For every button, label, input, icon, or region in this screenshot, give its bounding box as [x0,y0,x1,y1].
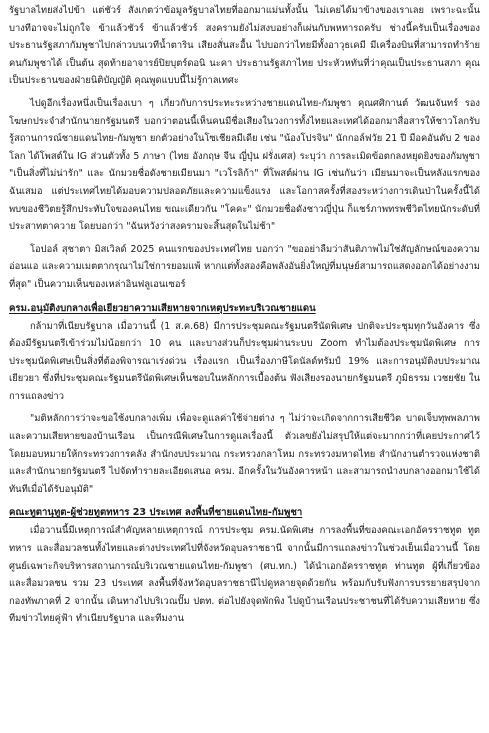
paragraph-6: เมื่อวานนี้มีเหตุการณ์สำคัญหลายเหตุการณ์ การประชุม ครม.นัดพิเศษ การลงพื้นที่ของคณะเอกอัครราชทูต ทูตทหาร และสื่อมวลชนทั้งไทยและต่างประเทศไปที่จังหวัดอุบลราชธานี จากนั้นมีการแถลงข่าวในช่วงเย็นเมื่อวานนี้ โดยศูนย์เฉพาะกิจบริหารสถานการณ์บริเวณชายแดนไทย-กัมพูชา (ศบ.ทก.) ได้นำเอกอัครราชทูต ท่านทูต ผู้ที่เกี่ยวข้อง และสื่อมวลชน รวม 23 ประเทศ ลงพื้นที่จังหวัดอุบลราชธานีไปดูหลายจุดด้วยกัน พร้อมกับรับฟังการบรรยายสรุปจากกองทัพภาคที่ 2 จากนั้น เดินทางไปบริเวณปั๊ม ปตท. ต่อไปยังจุดพักพิง ไปดูบ้านเรือนประชาชนที่ได้รับความเสียหาย ซึ่งทีมข่าวไทยคู่ฟ้า ทำเนียบรัฐบาล และทีมงาน [9,525,480,625]
section-intro [9,2,480,294]
paragraph-1: รัฐบาลไทยส่งไปข้า แต่ชัวร์ สังเกตว่าข้อมูลรัฐบาลไทยที่ออกมาแม่นทั้งนั้น ไม่เคยได้มาข้างของเราเลย เพราะฉะนั้นบางทีอาจจะไม่ถูกใจ ข้าแล้วชัวร์ ข้าแล้วชัวร์ สงครามยังไม่สงบอย่างก็เผ่นกับพหทารถครับ ช่างนี้ครับเป็นเรื่องของประธานรัฐสภากัมพูชาไปกล่าวบนเวทีน้ำตาริน เสียงสั่นสะอื้น ไปบอกว่าไทยมีทั้งอาวุธเคมี มีเครื่องบินที่สามารถทำร้ายคนกัมพูชาได้ เป็นต้น สุดท้ายอาจารย์ปิยบุตร์ดอนิ นะคา ประธานรัฐสภาไทย ประหัวหทันที่ว่าคุณเป็นประธานสภา คุณเป็นประธานของฝ่ายนิติบัญญัติ คุณพูดแบบนี้ไม่รู้กาลเทศะ [9,5,480,87]
paragraph-2: ไปดูอีกเรื่องหนึ่งเป็นเรื่องเบา ๆ เกี่ยวกับการประทะระหว่างชายแดนไทย-กัมพูชา คุณศศิกานต์ วัฒนจันทร์ รองโฆษกประจำสำนักนายกรัฐมนตรี บอกว่าตอนนี้เห็นคนมีชื่อเสียงในวงการทั้งไทยและเทศได้ออกมาสื่อสารให้ชาวโลกรับรู้สถานการณ์ชายแดนไทย-กัมพูชา ยกตัวอย่างในโซเชียลมีเดีย เช่น "น้องโปรจิน" นักกอล์ฟวัย 21 ปี มือคอันดับ 2 ของโลก ได้โพสต์ใน IG ส่วนตัวทั้ง 5 ภาษา (ไทย อังกฤษ จีน ญี่ปุ่น ฝรั่งเศส) ระบุว่า การละเมิดข้อตกลงหยุดยิงของกัมพูชา "เป็นสิ่งที่ไม่น่ารัก" และ นักมวยชื่อดังชายเมียนมา "เวโรลิก้า" ที่โพสต์ผ่าน IG เช่นกันว่า เมียนมาจะเป็นหลังแรกของฉันเสมอ แต่ประเทศไทยได้มอบความปลอดภัยและความแข็งแรง และโอกาสครั้งที่สองระหว่างการเดินป่าในครั้งนี้ได้พบของชีวิตยรู้สึกประทับใจของคนไทย ขณะเดียวกัน "โคคะ" นักมวยชื่อดังชาวญี่ปุ่น ก็แชร์ภาพทรพชีวิตไทยนักระดับที่ประสาทตาควาย โดยบอกว่า "ฉันหวังว่าสงครามจะสิ้นสุดในไม่ช้า" [9,97,480,233]
paragraph-4: กล้ามาที่เนียบรัฐบาล เมื่อวานนี้ (1 ส.ค.68) มีการประชุมคณะรัฐมนตรีนัดพิเศษ ปกติจะประชุมทุกวันอังคาร ซึ่งต้องมีรัฐมนตรีเข้าร่วมไม่น้อยกว่า 10 คน และบางส่วนก็ประชุมผ่านระบบ Zoom ทำไมต้องประชุมนัดพิเศษ การประชุมนัดพิเศษเป็นสิ่งที่ต้องพิจารณาเร่งด่วน เรื่องแรก เป็นเรื่องภาษีโดนัลด์ทรัมป์ 19% และการอนุมัติงบประมาณเยียวยา ซึ่งที่ประชุมคณะรัฐมนตรีนัดพิเศษเห็นชอบในหลักการเบื้องต้น ฟังเสียงรองนายกรัฐมนตรี ภูมิธรรม เวชยชัย ในการแถลงข่าว [9,320,480,402]
section-heading-diplomats: คณะทูตานุทูต-ผู้ช่วยทูตทหาร 23 ประเทศ ลงพื้นที่ชายแดนไทย-กัมพูชา [9,507,303,519]
section-cabinet [9,318,480,499]
section-heading-cabinet: ครม.อนุมัติงบกลางเพื่อเยียวยาความเสียหายจากเหตุประทะบริเวณชายแดน [9,302,316,314]
section-diplomats [9,522,480,628]
paragraph-3: โอปอล์ สุชาตา มิสเวิลด์ 2025 คนแรกของประเทศไทย บอกว่า "ขออย่าลืมว่าสันติภาพไม่ใช่สัญลักษณ์ของความอ่อนแอ และความเมตตากรุณาไม่ใช่การยอมแพ้ หากแต่ทั้งสองคือพลังอันยิ่งใหญ่ที่มนุษย์สามารถแสดงออกได้อย่างงามที่สุด" เป็นความเห็นของเหล่าอินฟลูเอนเซอร์ [9,243,480,290]
paragraph-5-quote: "มติหลักการว่าจะขอใช้งบกลางเพิ่ม เพื่อจะดูแลค่าใช้จ่ายต่าง ๆ ไม่ว่าจะเกิดจากการเสียชีวิต บาดเจ็บทุพพลภาพ และความเสียหายของบ้านเรือน เป็นกรณีพิเศษในการดูแลเรื่องนี้ ตัวเลขยังไม่สรุปให้แต่จะมากกว่าที่เคยประกาศไว้ โดยมอบหมายให้กระทรวงการคลัง สำนักงบประมาณ กระทรวงกลาโหม กระทรวงมหาดไทย สำนักงานตำรวจแห่งชาติ และสำนักนายกรัฐมนตรี ไปจัดทำรายละเอียดเสนอ ครม. อีกครั้งในวันอังคารหน้า และสามารถนำงบกลางออกมาใช้ได้ทันทีเมื่อได้รับอนุมัติ" [9,413,480,495]
